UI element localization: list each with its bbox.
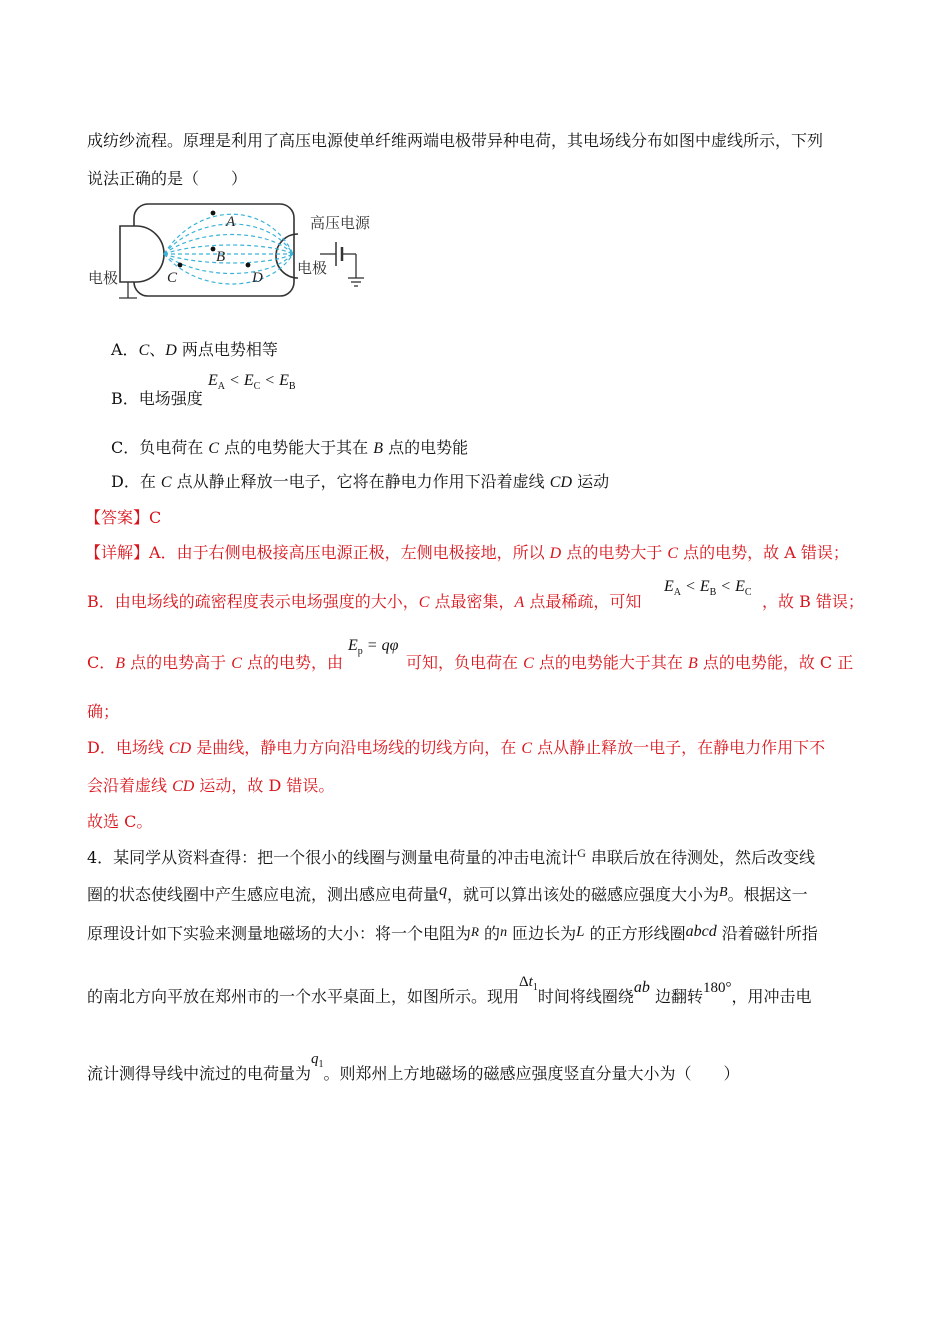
point-label-d: D (252, 270, 263, 286)
question4-line-4: 的南北方向平放在郑州市的一个水平桌面上，如图所示。现用$\Delta t_1$时间将线圈绕ab 边翻转180°，用冲击电 (87, 974, 812, 1006)
point-a (211, 211, 216, 216)
explanation-c-formula: $E_p = q\varphi$ (348, 637, 399, 657)
point-label-c: C (167, 270, 178, 286)
question4-line-5: 流计测得导线中流过的电荷量为$q_1$。则郑州上方地磁场的磁感应强度竖直分量大小为（ ） (87, 1051, 740, 1083)
question4-line-1: 4．某同学从资料查得：把一个很小的线圈与测量电荷量的冲击电流计$^G$ 串联后放在待测处，然后改变线 (87, 846, 815, 867)
option-b-formula: $E_A < E_C < E_B$ (208, 372, 296, 392)
explanation-b: B．由电场线的疏密程度表示电场强度的大小，C 点最密集，A 点最稀疏，可知 (87, 592, 642, 611)
right-electrode-label: 电极 (297, 259, 328, 277)
explanation-conclusion: 故选 C。 (87, 812, 153, 831)
electric-field-diagram (88, 196, 388, 301)
explanation-b-formula: $E_A < E_B < E_C$ (664, 578, 752, 598)
explanation-c-end: 确； (87, 702, 120, 721)
option-b: B．电场强度 (111, 389, 203, 408)
power-source-label: 高压电源 (310, 214, 371, 232)
question-intro-line-2: 说法正确的是（ ） (87, 169, 248, 188)
explanation-c-tail: 可知，负电荷在 C 点的电势能大于其在 B 点的电势能，故 C 正 (406, 653, 854, 672)
option-d: D．在 C 点从静止释放一电子，它将在静电力作用下沿着虚线 CD 运动 (111, 472, 610, 491)
explanation-a: 【详解】A．由于右侧电极接高压电源正极，左侧电极接地，所以 D 点的电势大于 C 点的电势，故 A 错误； (85, 543, 849, 562)
point-c (178, 263, 183, 268)
explanation-c: C．B 点的电势高于 C 点的电势，由 (87, 653, 343, 672)
explanation-b-tail: ，故 B 错误； (762, 592, 864, 611)
left-electrode-label: 电极 (88, 269, 119, 287)
answer-line: 【答案】C (85, 508, 162, 527)
question4-line-2: 圈的状态使线圈中产生感应电流，测出感应电荷量q，就可以算出该处的磁感应强度大小为B。根据这一 (87, 882, 808, 904)
question4-line-3: 原理设计如下实验来测量地磁场的大小：将一个电阻为R 的n 匝边长为L 的正方形线圈abcd 沿着磁针所指 (87, 923, 818, 943)
point-label-b: B (216, 249, 226, 265)
point-d (246, 263, 251, 268)
explanation-d-line-1: D．电场线 CD 是曲线，静电力方向沿电场线的切线方向，在 C 点从静止释放一电子，在静电力作用下不 (87, 738, 826, 757)
explanation-d-line-2: 会沿着虚线 CD 运动，故 D 错误。 (87, 776, 335, 795)
question-intro-line-1: 成纺纱流程。原理是利用了高压电源使单纤维两端电极带异种电荷，其电场线分布如图中虚线所示，下列 (87, 131, 824, 150)
point-label-a: A (226, 214, 236, 230)
option-c: C．负电荷在 C 点的电势能大于其在 B 点的电势能 (111, 438, 469, 457)
left-electrode (120, 226, 164, 282)
option-a: A．C、D 两点电势相等 (111, 340, 278, 359)
point-b (211, 247, 216, 252)
